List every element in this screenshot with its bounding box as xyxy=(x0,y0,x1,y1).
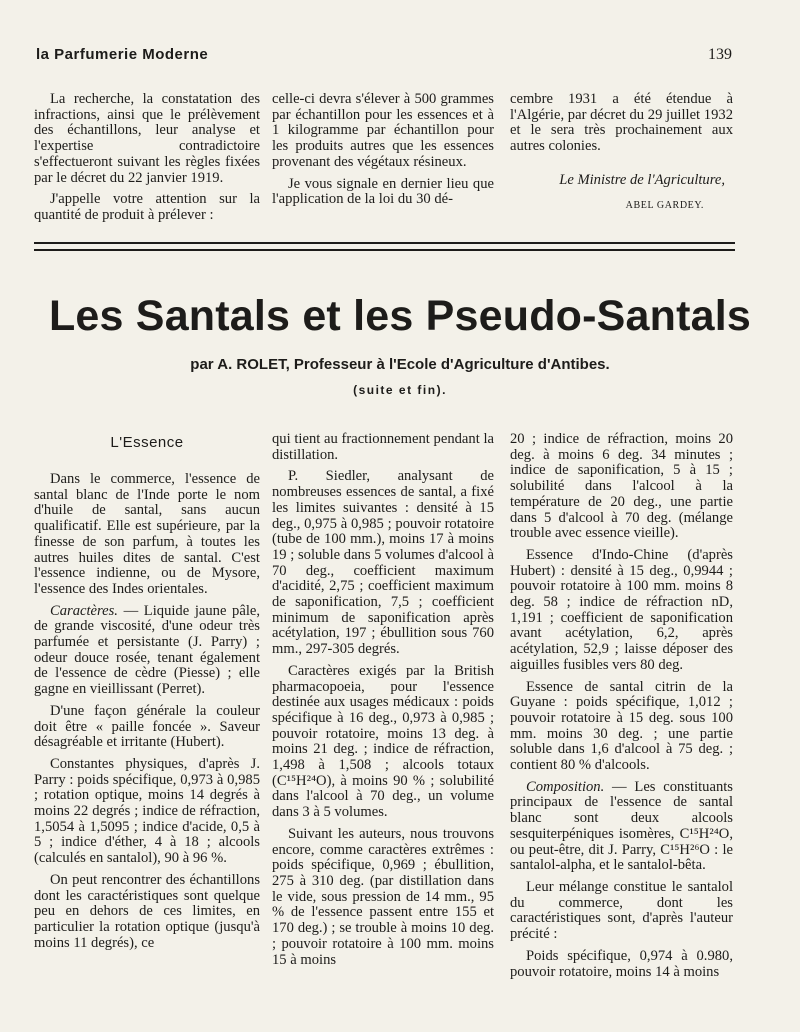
article-title: Les Santals et les Pseudo-Santals xyxy=(48,292,752,340)
article-column-3 xyxy=(510,432,733,986)
paragraph: D'une façon générale la couleur doit être « paille foncée ». Saveur désagréable et irritante (Hubert). xyxy=(34,702,260,751)
paragraph: Je vous signale en dernier lieu que l'application de la loi du 30 dé- xyxy=(272,175,494,208)
continuation-note: (suite et fin). xyxy=(353,383,447,397)
article-column-2 xyxy=(272,432,494,974)
previous-article-column-1 xyxy=(34,92,260,230)
article-byline: par A. ROLET, Professeur à l'Ecole d'Agriculture d'Antibes. xyxy=(190,356,610,373)
section-divider-top xyxy=(34,242,735,244)
paragraph: Essence de santal citrin de la Guyane : poids spécifique, 1,012 ; pouvoir rotatoire à 15 deg. sous 100 mm. moins 30 deg. ; une partie soluble dans 1,6 d'alcool à 75 deg. ; contient 80 % d'alcools. xyxy=(510,678,733,774)
section-heading: L'Essence xyxy=(110,434,184,451)
section-divider-bottom xyxy=(34,249,735,251)
paragraph xyxy=(34,604,260,698)
paragraph: On peut rencontrer des échantillons dont les caractéristiques sont quelque peu en dehors de ces limites, en particulier la rotation optique (jusqu'à moins 11 degrés), ce xyxy=(34,871,260,951)
paragraph: cembre 1931 a été étendue à l'Algérie, par décret du 29 juillet 1932 et le sera très prochainement aux autres colonies. xyxy=(510,91,733,155)
signature-name: ABEL GARDEY. xyxy=(625,200,704,211)
paragraph: Caractères exigés par la British pharmacopoeia, pour l'essence destinée aux usages médicaux : poids spécifique à 16 deg., 0,973 à 0,985 ; pouvoir rotatoire, moins 13 deg. à moins 21 deg. ; indice de réfraction, 1,498 à 1,508 ; alcools totaux (C¹⁵H²⁴O), à moins 90 % ; solubilité dans l'alcool à 70 deg., un volume dans 3 à 5 volumes. xyxy=(272,662,494,821)
paragraph: Essence d'Indo-Chine (d'après Hubert) : densité à 15 deg., 0,9944 ; pouvoir rotatoire à 100 mm. moins 8 deg. 58 ; indice de réfraction nD, 1,191 ; coefficient de saponification avant acétylation, 6,2, après acétylation, 52,9 ; laisse déposer des aiguilles fusibles vers 80 deg. xyxy=(510,546,733,673)
paragraph: Dans le commerce, l'essence de santal blanc de l'Inde porte le nom d'huile de santal, sans aucun qualificatif. Elle est supérieure, par la finesse de son parfum, à toutes les autres huiles dites de santal. C'est l'essence indienne, ou de Mysore, l'essence des Indes orientales. xyxy=(34,471,260,597)
running-header: la Parfumerie Moderne xyxy=(36,46,209,63)
paragraph: J'appelle votre attention sur la quantité de produit à prélever : xyxy=(34,191,260,223)
paragraph: La recherche, la constatation des infractions, ainsi que le prélèvement des échantillons, leur analyse et l'expertise contradictoire s'effectueront suivant les règles fixées par le décret du 22 janvier 1919. xyxy=(34,91,260,186)
signature-title: Le Ministre de l'Agriculture, xyxy=(559,172,725,188)
previous-article-column-3 xyxy=(510,92,733,161)
paragraph: Constantes physiques, d'après J. Parry : poids spécifique, 0,973 à 0,985 ; rotation optique, moins 14 degrés à moins 22 degrés ; indice de réfraction, 1,5054 à 1,5095 ; indice d'acide, 0,5 à 5 ; indice d'éther, 4 à 18 ; alcools (calculés en santalol), 90 à 96 %. xyxy=(34,755,260,867)
paragraph: celle-ci devra s'élever à 500 grammes par échantillon pour les essences et à 1 kilogramme par échantillon pour les produits autres que les essences provenant des végétaux résineux. xyxy=(272,91,494,170)
caracteres-text: — Liquide jaune pâle, de grande viscosité, d'une odeur très parfumée et persistante (J. Parry) ; odeur douce rosée, tenant également de l'essence de cèdre (Piesse) ; elle gagne en vieillissant (Perret). xyxy=(34,602,260,698)
page-number: 139 xyxy=(708,46,732,63)
paragraph: P. Siedler, analysant de nombreuses essences de santal, a fixé les limites suivantes : densité à 15 deg., 0,975 à 0,985 ; pouvoir rotatoire (tube de 100 mm.), moins 17 à moins 19 ; soluble dans 5 volumes d'alcool à 70 deg., coefficient maximum d'acidité, 2,75 ; coefficient maximum de saponification, 7,5 ; coefficient minimum de saponification après acétylation, 197 ; ébullition sous 760 mm., 297-305 degrés. xyxy=(272,468,494,658)
composition-label: Composition. xyxy=(526,778,605,795)
paragraph xyxy=(510,780,733,874)
paragraph: Poids spécifique, 0,974 à 0.980, pouvoir rotatoire, moins 14 à moins xyxy=(510,947,733,980)
composition-text: — Les constituants principaux de l'essence de santal blanc sont deux alcools sesquiterpéniques isomères, C¹⁵H²⁴O, ou peut-être, dit J. Parry, C¹⁵H²⁶O : le santalol-alpha, et le santalol-bêta. xyxy=(510,778,733,874)
paragraph: 20 ; indice de réfraction, moins 20 deg. à moins 6 deg. 34 minutes ; indice de saponification, 5 à 15 ; solubilité dans l'alcool à la température de 20 deg., une partie dans 5 d'alcool à 70 deg. (mélange trouble avec essence vieille). xyxy=(510,431,733,542)
paragraph: Leur mélange constitue le santalol du commerce, dont les caractéristiques sont, d'après l'auteur précité : xyxy=(510,878,733,943)
article-column-1 xyxy=(34,472,260,957)
paragraph: Suivant les auteurs, nous trouvons encore, comme caractères extrêmes : poids spécifique, 0,969 ; ébullition, 275 à 310 deg. (par distillation dans le vide, sous pression de 14 mm., 95 % de l'essence passent entre 155 et 170 deg.) ; se trouble à moins 10 deg. ; pouvoir rotatoire à 100 mm. moins 15 à moins xyxy=(272,825,494,968)
previous-article-column-2 xyxy=(272,92,494,214)
caracteres-label: Caractères. xyxy=(50,602,118,619)
paragraph: qui tient au fractionnement pendant la distillation. xyxy=(272,431,494,463)
